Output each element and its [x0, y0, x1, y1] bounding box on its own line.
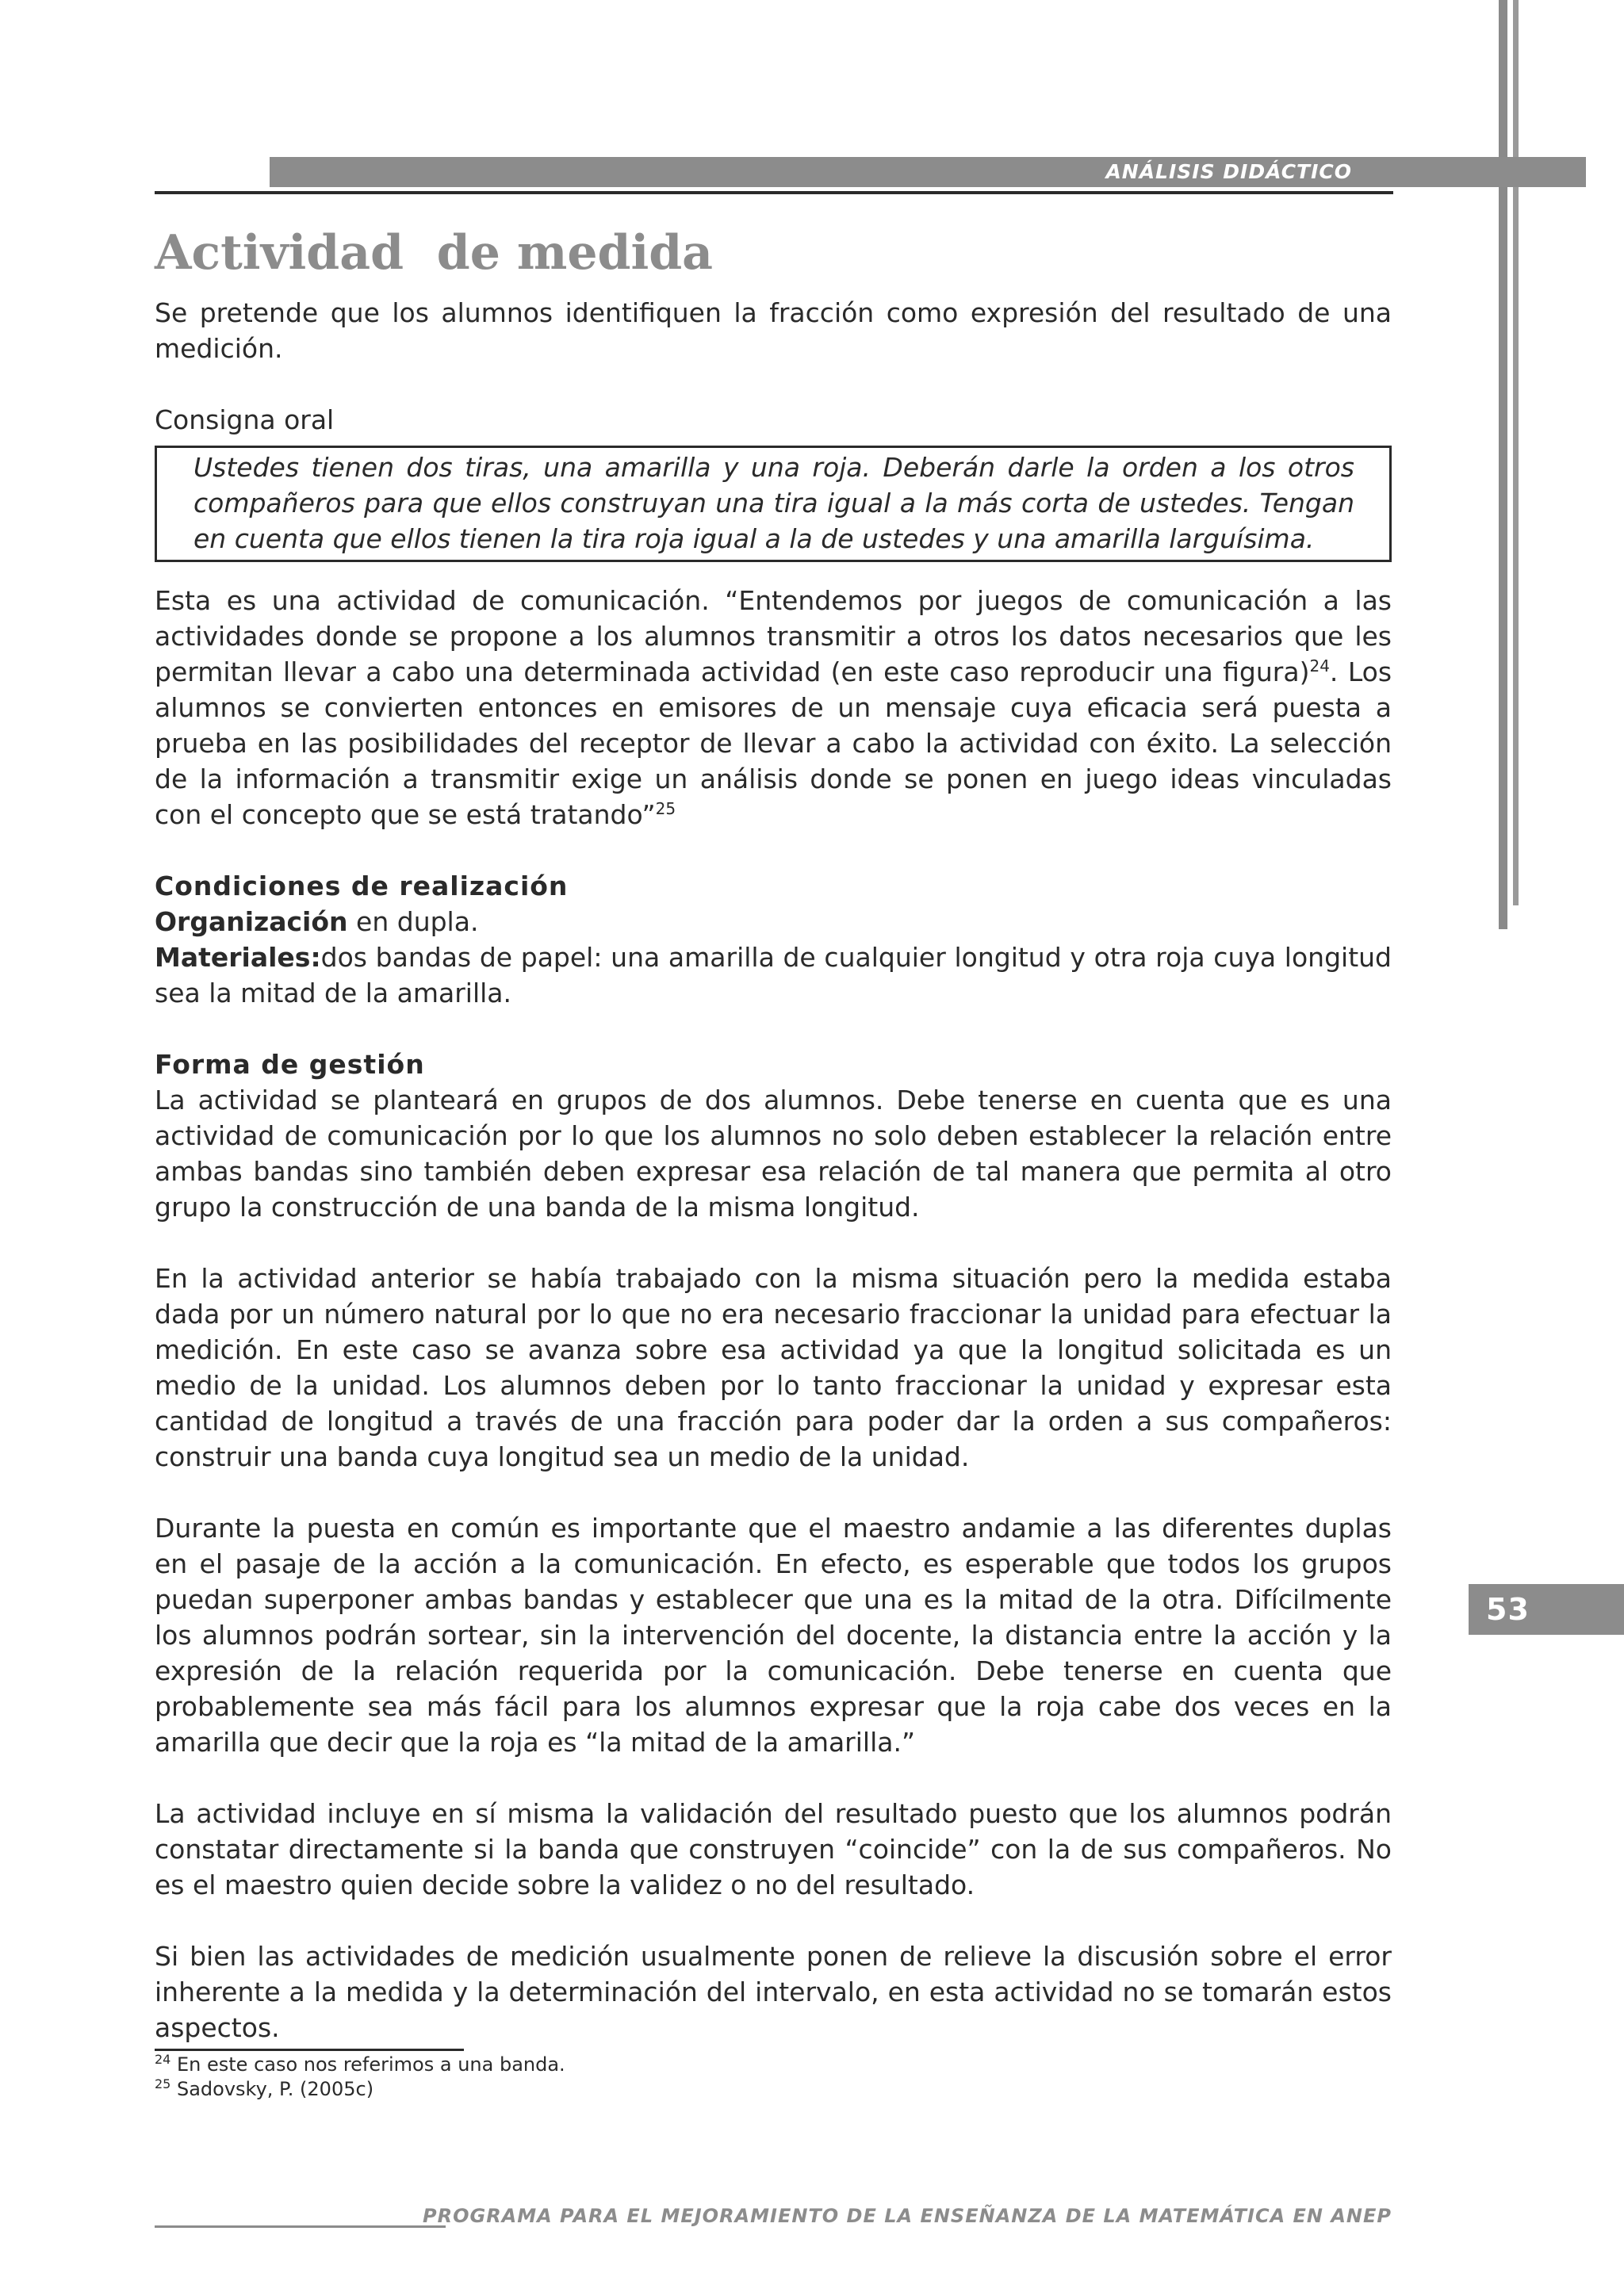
management-paragraph: La actividad incluye en sí misma la validación del resultado puesto que los alumnos podrán constatar directamente si la banda que construyen “coincide” con la de sus compañeros. No es el maestro quien decide sobre la validez o no del resultado. [155, 1798, 1392, 1900]
page-number: 53 [1486, 1592, 1530, 1627]
communication-paragraph: Esta es una actividad de comunicación. “Entendemos por juegos de comunicación a las actividades donde se propone a los alumnos transmitir a otros los datos necesarios que les permitan llevar a cabo una determinada actividad (en este caso reproducir una figura)$^{24}$. Los alumnos se convierten entonces en emisores de un mensaje cuya eficacia será puesta a prueba en las posibilidades del receptor de llevar a cabo la actividad con éxito. La selección de la información a transmitir exige un análisis donde se ponen en juego ideas vinculadas con el concepto que se está tratando”$^{25}$ [155, 585, 1392, 830]
consigna-box [155, 446, 1392, 562]
organization-line: Organización en dupla. [155, 906, 479, 937]
page-title: Actividad de medida [155, 225, 714, 281]
footnote-ref: 24 [1309, 656, 1330, 675]
footnote: $^{25}$ Sadovsky, P. (2005c) [155, 2076, 374, 2100]
decorative-vertical-bar-thin [1513, 0, 1519, 905]
materials-line: Materiales:dos bandas de papel: una amarilla de cualquier longitud y otra roja cuya longitud sea la mitad de la amarilla. [155, 942, 1392, 1008]
management-heading: Forma de gestión [155, 1049, 425, 1080]
footnote-ref: 25 [655, 799, 676, 818]
consigna-label: Consigna oral [155, 404, 335, 435]
consigna-text: Ustedes tienen dos tiras, una amarilla y una roja. Deberán darle la orden a los otros compañeros para que ellos construyan una tira igual a la más corta de ustedes. Tengan en cuenta que ellos tienen la tira roja igual a la de ustedes y una amarilla larguísima. [193, 452, 1354, 554]
materials-label: Materiales: [155, 942, 321, 973]
section-label: ANÁLISIS DIDÁCTICO [1105, 160, 1352, 183]
management-paragraph: La actividad se planteará en grupos de dos alumnos. Debe tenerse en cuenta que es una actividad de comunicación por lo que los alumnos no solo deben establecer la relación entre ambas bandas sino también deben expresar esa relación de tal manera que permita al otro grupo la construcción de una banda de la misma longitud. [155, 1085, 1392, 1223]
footnote-rule [155, 2049, 464, 2051]
management-paragraph: En la actividad anterior se había trabajado con la misma situación pero la medida estaba dada por un número natural por lo que no era necesario fraccionar la unidad para efectuar la medición. En este caso se avanza sobre esa actividad ya que la longitud solicitada es un medio de la unidad. Los alumnos deben por lo tanto fraccionar la unidad y expresar esta cantidad de longitud a través de una fracción para poder dar la orden a sus compañeros: construir una banda cuya longitud sea un medio de la unidad. [155, 1263, 1392, 1472]
footnotes [155, 2053, 1392, 2102]
intro-paragraph: Se pretende que los alumnos identifiquen la fracción como expresión del resultado de una medición. [155, 297, 1392, 364]
decorative-vertical-bar [1499, 0, 1507, 929]
page-number-tab [1469, 1584, 1624, 1635]
section-header-band [270, 157, 1586, 187]
footnote: $^{24}$ En este caso nos referimos a una banda. [155, 2052, 565, 2076]
organization-label: Organización [155, 906, 348, 937]
management-paragraph: Durante la puesta en común es importante que el maestro andamie a las diferentes duplas en el pasaje de la acción a la comunicación. En efecto, es esperable que todos los grupos puedan superponer ambas bandas y establecer que una es la mitad de la otra. Difícilmente los alumnos podrán sortear, sin la intervención del docente, la distancia entre la acción y la expresión de la relación requerida por la comunicación. Debe tenerse en cuenta que probablemente sea más fácil para los alumnos expresar que la roja cabe dos veces en la amarilla que decir que la roja es “la mitad de la amarilla.” [155, 1513, 1392, 1758]
header-rule [155, 191, 1393, 194]
management-paragraph: Si bien las actividades de medición usualmente ponen de relieve la discusión sobre el error inherente a la medida y la determinación del intervalo, en esta actividad no se tomarán estos aspectos. [155, 1941, 1392, 2043]
footer-rule [155, 2225, 446, 2228]
conditions-heading: Condiciones de realización [155, 871, 569, 901]
main-content [155, 295, 1392, 2102]
footer-text: PROGRAMA PARA EL MEJORAMIENTO DE LA ENSEÑANZA DE LA MATEMÁTICA EN ANEP [423, 2205, 1392, 2227]
